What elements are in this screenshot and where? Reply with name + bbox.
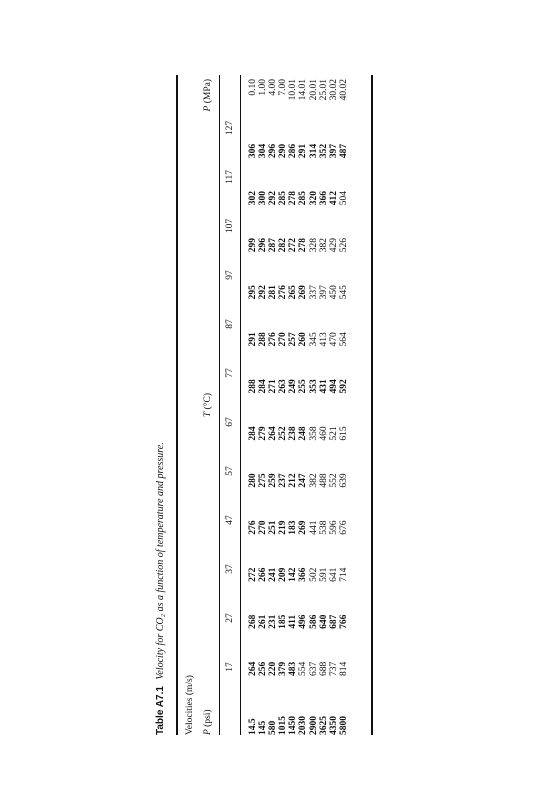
velocity-cell: 286 (288, 143, 299, 159)
velocity-cell: 248 (298, 426, 309, 441)
temperature-label: 17 (225, 662, 235, 672)
velocity-cell: 526 (338, 238, 349, 253)
temperature-header (203, 75, 213, 735)
velocity-cell: 596 (328, 520, 339, 535)
temperature-label: 87 (225, 319, 235, 329)
table-row (258, 75, 268, 735)
mpa-cell: 20.01 (308, 79, 319, 101)
velocity-cell: 460 (318, 426, 329, 441)
velocity-cell: 382 (318, 238, 329, 253)
temperature-label: 107 (225, 218, 235, 234)
velocity-cell: 270 (278, 332, 289, 347)
velocity-cell: 353 (308, 379, 319, 394)
velocity-cell: 260 (298, 332, 309, 347)
psi-unit: (psi) (203, 709, 213, 727)
velocity-cell: 538 (318, 520, 329, 535)
velocity-cell: 320 (308, 190, 319, 206)
mpa-cell: 30.02 (328, 79, 339, 101)
velocity-cell: 276 (268, 332, 279, 347)
velocity-cell: 397 (328, 143, 339, 159)
velocity-cell: 483 (288, 661, 299, 676)
velocity-cell: 276 (278, 285, 289, 300)
velocity-cell: 411 (288, 614, 299, 629)
velocity-table (248, 75, 349, 735)
velocity-cell: 304 (258, 143, 269, 159)
bottom-rule (371, 75, 373, 735)
temperature-label: 77 (225, 368, 235, 378)
table-row (288, 75, 298, 735)
velocity-cell: 470 (328, 332, 339, 347)
temperature-label: 97 (225, 270, 235, 280)
velocity-cell: 279 (258, 426, 269, 441)
psi-cell: 1015 (278, 716, 289, 735)
velocity-cell: 314 (308, 143, 319, 159)
table-row (309, 75, 319, 735)
temperature-label: 127 (225, 120, 235, 136)
temperature-label: 57 (225, 466, 235, 476)
velocity-cell: 345 (308, 332, 319, 347)
psi-cell: 14.5 (248, 718, 258, 735)
velocity-cell: 302 (248, 190, 258, 206)
velocity-cell: 264 (248, 661, 258, 676)
velocity-cell: 185 (278, 614, 289, 629)
velocity-cell: 641 (328, 567, 339, 582)
velocity-cell: 272 (248, 567, 258, 582)
table-caption (155, 75, 166, 735)
velocity-cell: 237 (278, 473, 289, 488)
table-row (278, 75, 288, 735)
mpa-cell: 1.00 (258, 79, 269, 96)
velocity-cell: 488 (318, 473, 329, 488)
velocity-cell: 292 (258, 285, 269, 300)
velocity-cell: 266 (258, 567, 269, 582)
velocity-cell: 640 (318, 614, 329, 629)
velocity-cell: 281 (268, 285, 279, 300)
velocity-cell: 288 (248, 379, 258, 394)
velocity-cell: 284 (248, 426, 258, 441)
velocity-cell: 264 (268, 426, 279, 441)
velocity-cell: 257 (288, 332, 299, 347)
velocity-cell: 431 (318, 379, 329, 394)
velocity-cell: 688 (318, 661, 329, 676)
velocity-cell: 366 (298, 567, 309, 582)
velocity-cell: 252 (278, 426, 289, 441)
psi-cell: 580 (268, 720, 279, 735)
velocity-cell: 276 (248, 520, 258, 535)
mpa-cell: 0.10 (248, 79, 258, 96)
velocity-cell: 288 (258, 332, 269, 347)
velocity-cell: 397 (318, 285, 329, 300)
velocity-cell: 496 (298, 614, 309, 629)
velocity-cell: 212 (288, 473, 299, 488)
velocity-cell: 639 (338, 473, 349, 488)
psi-cell: 3625 (318, 716, 329, 735)
velocity-cell: 637 (308, 661, 319, 676)
velocity-cell: 687 (328, 614, 339, 629)
velocity-cell: 814 (338, 661, 349, 676)
temperature-label: 67 (225, 417, 235, 427)
velocity-cell: 502 (308, 567, 319, 582)
velocity-cell: 278 (298, 238, 309, 253)
velocity-cell: 545 (338, 285, 349, 300)
mpa-cell: 40.02 (338, 79, 349, 101)
velocity-cell: 676 (338, 520, 349, 535)
velocity-cell: 564 (338, 332, 349, 347)
mpa-cell: 25.01 (318, 79, 329, 101)
velocity-cell: 504 (338, 190, 349, 206)
velocity-cell: 291 (298, 143, 309, 159)
velocity-cell: 413 (318, 332, 329, 347)
velocity-cell: 494 (328, 379, 339, 394)
psi-cell: 2030 (298, 716, 309, 735)
table-row (268, 75, 278, 735)
velocity-cell: 247 (298, 473, 309, 488)
header-rule (219, 75, 220, 735)
velocity-cell: 382 (308, 473, 319, 488)
mpa-cell: 4.00 (268, 79, 279, 96)
table-label: Table A7.1 (155, 686, 166, 735)
table-row (329, 75, 339, 735)
velocity-cell: 285 (298, 190, 309, 206)
velocity-cell: 263 (278, 379, 289, 394)
velocity-cell: 209 (278, 567, 289, 582)
psi-cell: 4350 (328, 716, 339, 735)
velocity-cell: 306 (248, 143, 258, 159)
table-row (248, 75, 258, 735)
velocity-cell: 358 (308, 426, 319, 441)
p-symbol: P (203, 105, 213, 112)
temperature-label: 27 (225, 613, 235, 623)
psi-cell: 1450 (288, 716, 299, 735)
velocity-cell: 278 (288, 190, 299, 206)
velocities-label: Velocities (m/s) (185, 675, 195, 735)
velocity-cell: 261 (258, 614, 269, 629)
velocity-cell: 592 (338, 379, 349, 394)
mpa-unit: (MPa) (203, 79, 213, 104)
velocity-cell: 586 (308, 614, 319, 629)
psi-cell: 145 (258, 720, 269, 735)
velocity-cell: 280 (248, 473, 258, 488)
psi-cell: 2900 (308, 716, 319, 735)
velocity-cell: 552 (328, 473, 339, 488)
t-symbol: T (203, 411, 213, 418)
velocity-cell: 238 (288, 426, 299, 441)
velocity-cell: 291 (248, 332, 258, 347)
velocity-cell: 287 (268, 238, 279, 253)
mpa-cell: 14.01 (298, 79, 309, 101)
velocity-cell: 379 (278, 661, 289, 676)
temperature-label: 37 (225, 564, 235, 574)
velocity-cell: 231 (268, 614, 279, 629)
velocity-cell: 296 (268, 143, 279, 159)
top-rule (176, 75, 178, 735)
velocity-cell: 269 (298, 285, 309, 300)
velocity-cell: 275 (258, 473, 269, 488)
velocity-cell: 352 (318, 143, 329, 159)
velocity-cell: 268 (248, 614, 258, 629)
table-title: Velocity for CO₂ as a function of temperature and pressure. (155, 442, 166, 680)
velocity-cell: 271 (268, 379, 279, 394)
velocity-cell: 284 (258, 379, 269, 394)
velocity-cell: 487 (338, 143, 349, 159)
velocity-cell: 285 (278, 190, 289, 206)
velocity-cell: 142 (288, 567, 299, 582)
velocity-cell: 615 (338, 426, 349, 441)
rotated-table-page (155, 75, 445, 735)
velocity-cell: 220 (268, 661, 279, 676)
velocity-cell: 429 (328, 238, 339, 253)
column-rule (240, 75, 241, 735)
table-row (298, 75, 308, 735)
velocity-cell: 249 (288, 379, 299, 394)
velocity-cell: 219 (278, 520, 289, 535)
velocity-cell: 256 (258, 661, 269, 676)
velocity-cell: 282 (278, 238, 289, 253)
velocity-cell: 290 (278, 143, 289, 159)
velocity-cell: 292 (268, 190, 279, 206)
t-unit: (°C) (203, 392, 213, 410)
velocity-cell: 259 (268, 473, 279, 488)
table-row (319, 75, 329, 735)
velocity-cell: 441 (308, 520, 319, 535)
velocity-cell: 300 (258, 190, 269, 206)
velocity-cell: 412 (328, 190, 339, 206)
velocity-cell: 766 (338, 614, 349, 629)
velocity-cell: 554 (298, 661, 309, 676)
velocity-cell: 183 (288, 520, 299, 535)
velocity-cell: 591 (318, 567, 329, 582)
velocity-cell: 255 (298, 379, 309, 394)
temperature-label: 47 (225, 515, 235, 525)
velocity-cell: 521 (328, 426, 339, 441)
velocity-cell: 366 (318, 190, 329, 206)
pressure-mpa-header (203, 79, 213, 111)
velocity-cell: 296 (258, 238, 269, 253)
velocity-cell: 265 (288, 285, 299, 300)
velocity-cell: 714 (338, 567, 349, 582)
velocity-cell: 241 (268, 567, 279, 582)
velocity-cell: 328 (308, 238, 319, 253)
velocity-cell: 270 (258, 520, 269, 535)
table-row (339, 75, 349, 735)
velocity-cell: 272 (288, 238, 299, 253)
velocity-cell: 299 (248, 238, 258, 253)
psi-cell: 5800 (338, 716, 349, 735)
velocity-cell: 737 (328, 661, 339, 676)
velocity-cell: 337 (308, 285, 319, 300)
p-symbol: P (203, 729, 213, 735)
mpa-cell: 10.01 (288, 79, 299, 101)
velocity-cell: 269 (298, 520, 309, 535)
velocity-cell: 295 (248, 285, 258, 300)
mpa-cell: 7.00 (278, 79, 289, 96)
temperature-label: 117 (225, 170, 235, 184)
velocity-cell: 251 (268, 520, 279, 535)
velocity-cell: 450 (328, 285, 339, 300)
